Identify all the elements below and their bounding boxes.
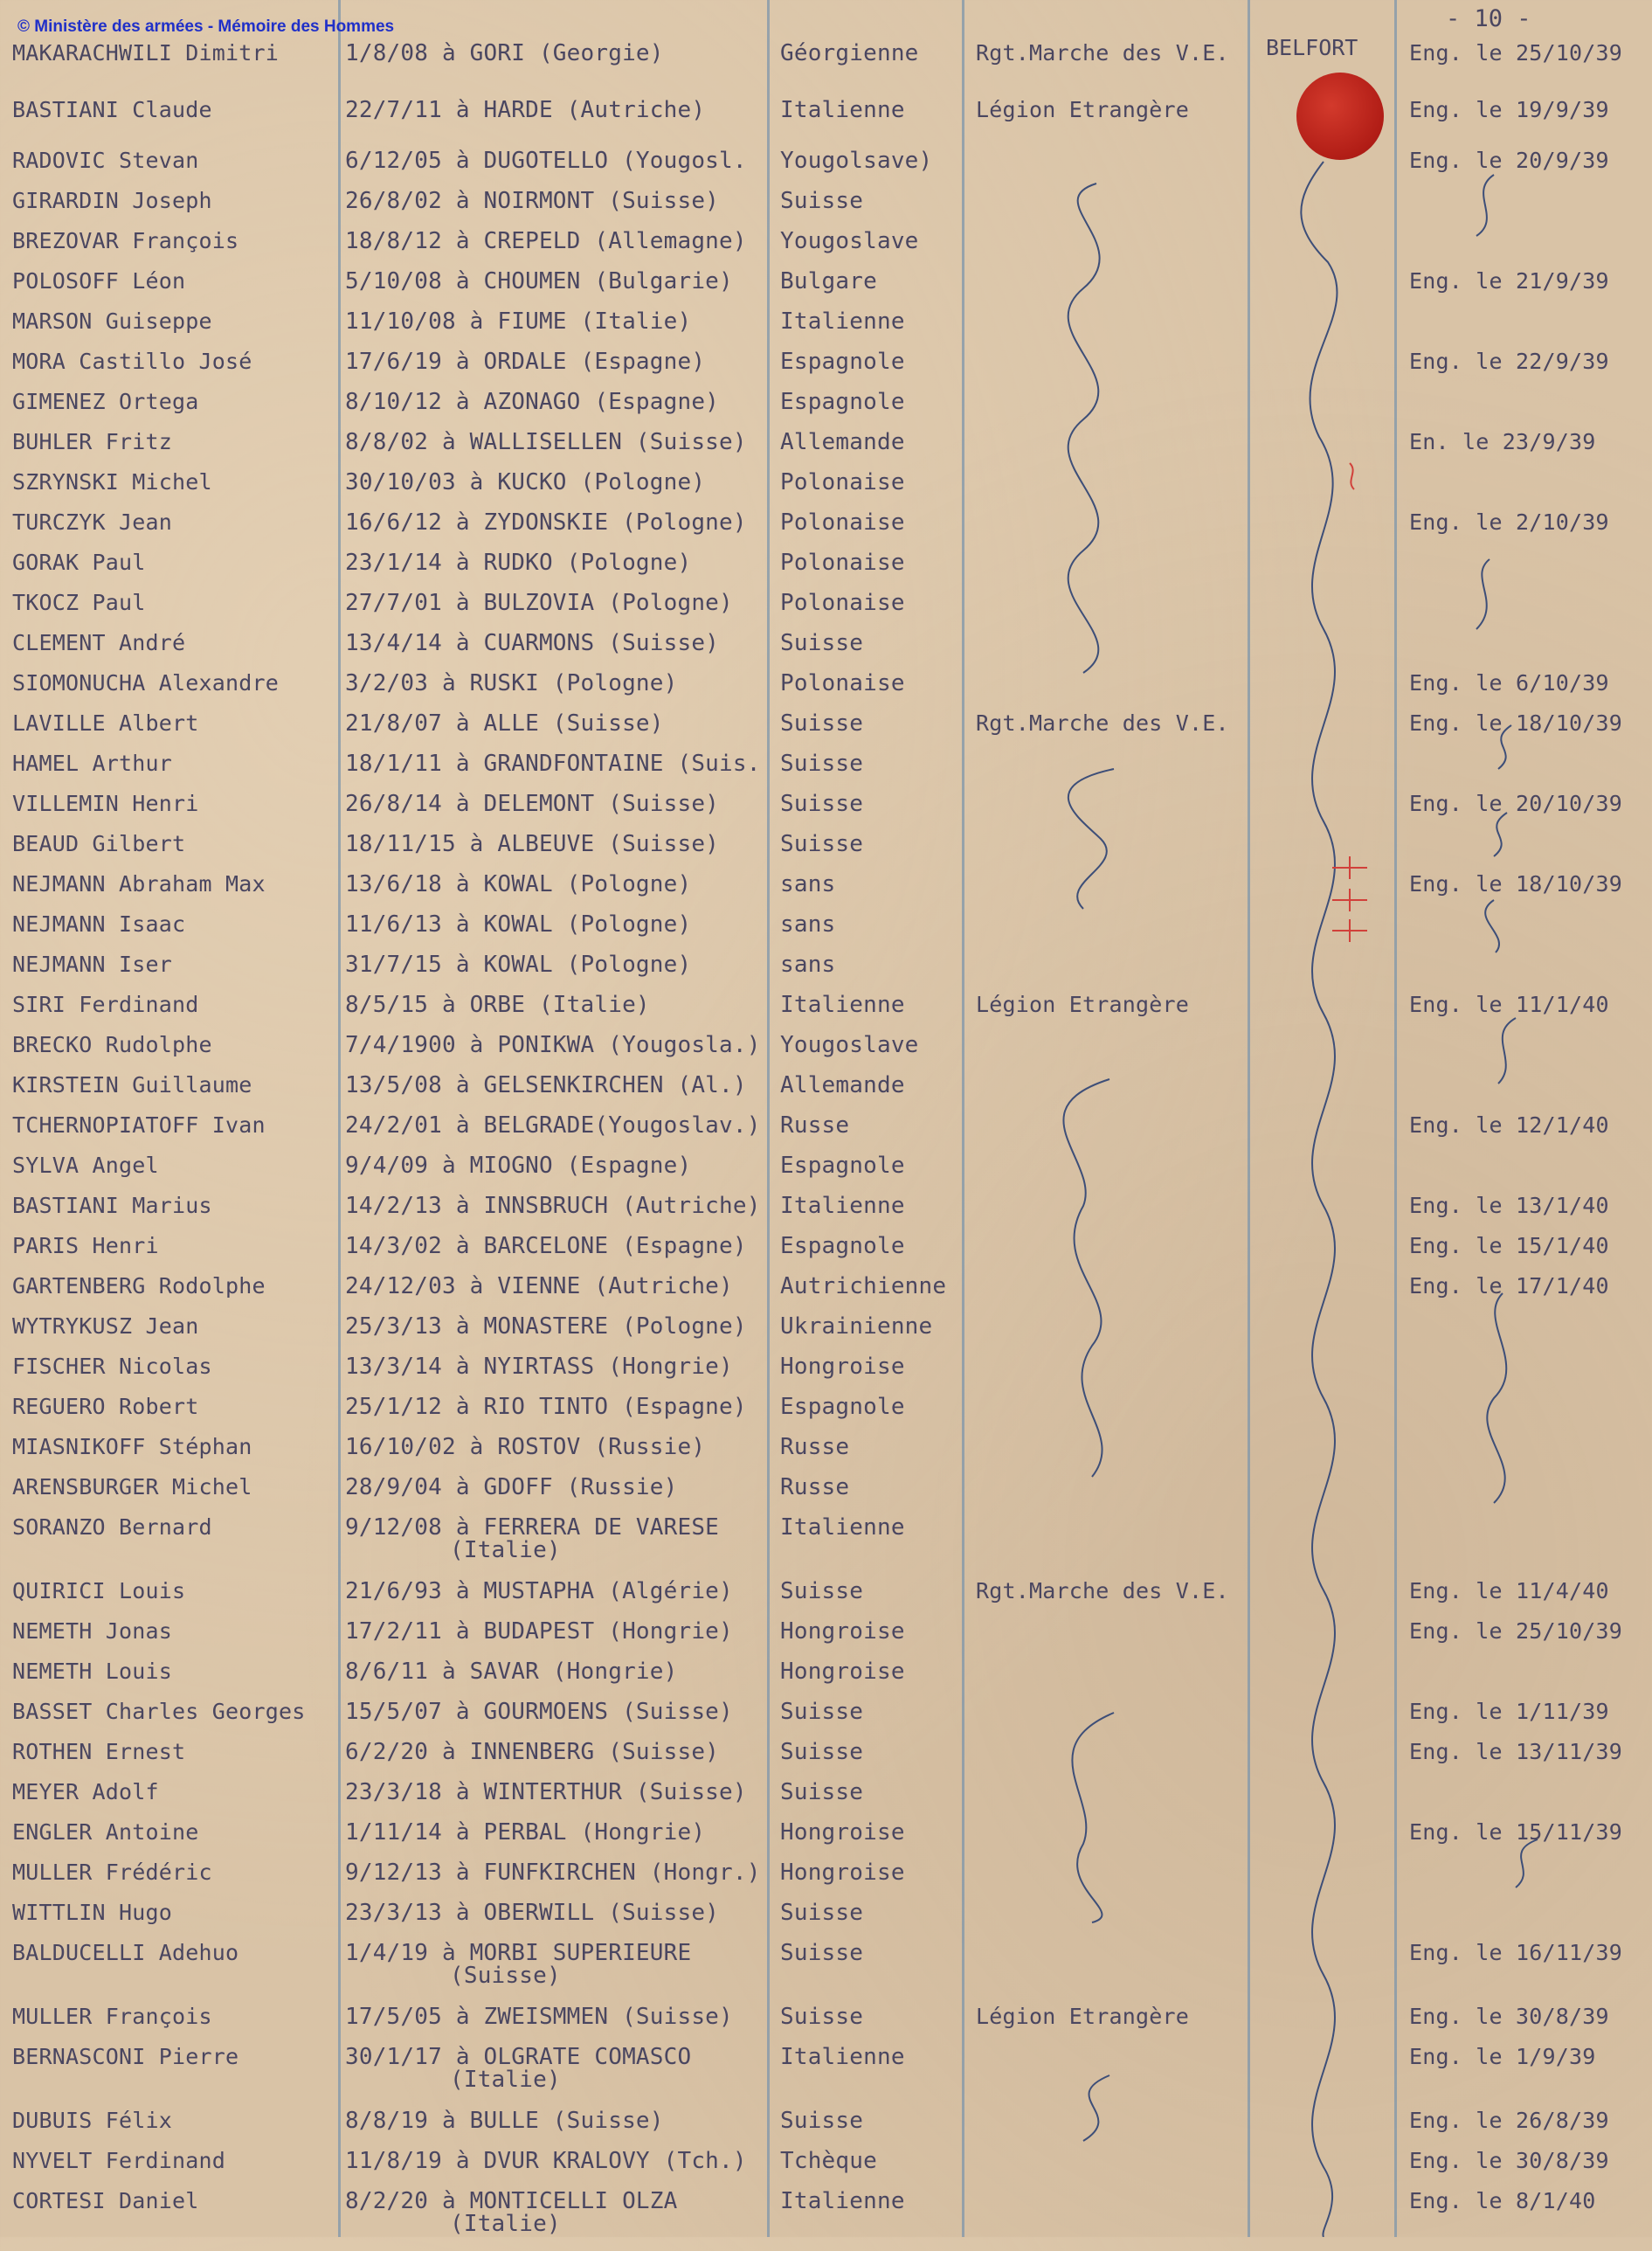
person-name: REGUERO Robert: [12, 1394, 199, 1419]
person-name: BEAUD Gilbert: [12, 831, 186, 856]
birth-info: 27/7/01 à BULZOVIA (Pologne): [345, 590, 733, 616]
person-name: NEJMANN Iser: [12, 952, 173, 977]
person-name: FISCHER Nicolas: [12, 1354, 212, 1379]
nationality: Allemande: [780, 429, 905, 455]
birth-info: 13/4/14 à CUARMONS (Suisse): [345, 630, 720, 656]
birth-info: 28/9/04 à GDOFF (Russie): [345, 1474, 678, 1500]
birth-info: 16/10/02 à ROSTOV (Russie): [345, 1434, 706, 1460]
nationality: Yougolsave): [780, 148, 933, 174]
nationality: Italienne: [780, 1514, 905, 1541]
birth-info: 26/8/02 à NOIRMONT (Suisse): [345, 188, 720, 214]
birth-info: 8/10/12 à AZONAGO (Espagne): [345, 389, 720, 415]
birth-info: 21/6/93 à MUSTAPHA (Algérie): [345, 1578, 733, 1604]
person-name: GORAK Paul: [12, 550, 146, 575]
enlistment-date: Eng. le 6/10/39: [1409, 670, 1609, 696]
birth-info: 6/12/05 à DUGOTELLO (Yougosl.: [345, 148, 747, 174]
birth-info: 13/6/18 à KOWAL (Pologne): [345, 871, 692, 897]
register-row: [0, 1516, 1652, 1577]
birth-info: 15/5/07 à GOURMOENS (Suisse): [345, 1699, 733, 1725]
person-name: PARIS Henri: [12, 1233, 159, 1258]
person-name: RADOVIC Stevan: [12, 148, 199, 173]
nationality: Hongroise: [780, 1659, 905, 1685]
enlistment-date: Eng. le 13/1/40: [1409, 1193, 1609, 1218]
nationality: Suisse: [780, 2004, 864, 2030]
person-name: ROTHEN Ernest: [12, 1739, 186, 1764]
person-name: HAMEL Arthur: [12, 751, 173, 776]
nationality: Hongroise: [780, 1860, 905, 1886]
person-name: MULLER François: [12, 2004, 212, 2029]
birth-info: 5/10/08 à CHOUMEN (Bulgarie): [345, 268, 733, 294]
birth-info: 23/3/13 à OBERWILL (Suisse): [345, 1900, 720, 1926]
birth-info: 31/7/15 à KOWAL (Pologne): [345, 952, 692, 978]
person-name: NYVELT Ferdinand: [12, 2148, 226, 2173]
birth-info: 1/4/19 à MORBI SUPERIEURE (Suisse): [345, 1940, 692, 1989]
unit-header: BELFORT: [1266, 35, 1358, 60]
nationality: Polonaise: [780, 590, 905, 616]
nationality: Bulgare: [780, 268, 877, 294]
nationality: Suisse: [780, 751, 864, 777]
birth-info: 21/8/07 à ALLE (Suisse): [345, 710, 664, 737]
nationality: Italienne: [780, 1193, 905, 1219]
nationality: Italienne: [780, 2188, 905, 2214]
nationality: Suisse: [780, 710, 864, 737]
birth-info: 16/6/12 à ZYDONSKIE (Pologne): [345, 509, 747, 536]
birth-info: 9/12/08 à FERRERA DE VARESE (Italie): [345, 1514, 720, 1563]
archive-watermark: © Ministère des armées - Mémoire des Hommes: [17, 17, 395, 36]
nationality: Espagnole: [780, 349, 905, 375]
enlistment-date: En. le 23/9/39: [1409, 429, 1596, 454]
birth-country-line: (Italie): [450, 2211, 561, 2237]
birth-info: 8/5/15 à ORBE (Italie): [345, 992, 650, 1018]
person-name: BERNASCONI Pierre: [12, 2044, 239, 2069]
nationality: Suisse: [780, 1779, 864, 1805]
birth-info: 11/6/13 à KOWAL (Pologne): [345, 911, 692, 938]
person-name: LAVILLE Albert: [12, 710, 199, 736]
person-name: DUBUIS Félix: [12, 2108, 173, 2133]
enlistment-date: Eng. le 1/11/39: [1409, 1699, 1609, 1724]
birth-country-line: (Suisse): [450, 1963, 561, 1989]
birth-info: 23/3/18 à WINTERTHUR (Suisse): [345, 1779, 747, 1805]
unit-assignment: Légion Etrangère: [976, 2004, 1190, 2029]
unit-assignment: Rgt.Marche des V.E.: [976, 710, 1229, 736]
nationality: Suisse: [780, 1699, 864, 1725]
birth-info: 25/3/13 à MONASTERE (Pologne): [345, 1313, 747, 1340]
enlistment-date: Eng. le 16/11/39: [1409, 1940, 1623, 1965]
enlistment-date: Eng. le 1/9/39: [1409, 2044, 1596, 2069]
enlistment-date: Eng. le 21/9/39: [1409, 268, 1609, 294]
nationality: Suisse: [780, 630, 864, 656]
person-name: SORANZO Bernard: [12, 1514, 212, 1540]
person-name: SZRYNSKI Michel: [12, 469, 212, 495]
enlistment-date: Eng. le 18/10/39: [1409, 871, 1623, 897]
nationality: sans: [780, 911, 836, 938]
birth-info: 26/8/14 à DELEMONT (Suisse): [345, 791, 720, 817]
register-row: [0, 42, 1652, 103]
nationality: Allemande: [780, 1072, 905, 1098]
enlistment-date: Eng. le 11/1/40: [1409, 992, 1609, 1017]
person-name: MULLER Frédéric: [12, 1860, 212, 1885]
person-name: SIOMONUCHA Alexandre: [12, 670, 280, 696]
nationality: Yougoslave: [780, 1032, 919, 1058]
person-name: ARENSBURGER Michel: [12, 1474, 252, 1500]
person-name: NEMETH Jonas: [12, 1618, 173, 1644]
birth-info: 7/4/1900 à PONIKWA (Yougosla.): [345, 1032, 761, 1058]
nationality: Espagnole: [780, 1394, 905, 1420]
enlistment-date: Eng. le 15/1/40: [1409, 1233, 1609, 1258]
nationality: Suisse: [780, 1578, 864, 1604]
enlistment-date: Eng. le 11/4/40: [1409, 1578, 1609, 1603]
nationality: Hongroise: [780, 1618, 905, 1645]
unit-assignment: Rgt.Marche des V.E.: [976, 40, 1229, 66]
person-name: QUIRICI Louis: [12, 1578, 186, 1603]
person-name: CORTESI Daniel: [12, 2188, 199, 2213]
birth-info: 9/4/09 à MIOGNO (Espagne): [345, 1153, 692, 1179]
nationality: Italienne: [780, 308, 905, 335]
person-name: TKOCZ Paul: [12, 590, 146, 615]
nationality: Tchèque: [780, 2148, 877, 2174]
person-name: BREZOVAR François: [12, 228, 239, 253]
nationality: sans: [780, 952, 836, 978]
person-name: MIASNIKOFF Stéphan: [12, 1434, 252, 1459]
birth-info: 23/1/14 à RUDKO (Pologne): [345, 550, 692, 576]
birth-info: 6/2/20 à INNENBERG (Suisse): [345, 1739, 720, 1765]
birth-info: 17/5/05 à ZWEISMMEN (Suisse): [345, 2004, 733, 2030]
person-name: WITTLIN Hugo: [12, 1900, 173, 1925]
birth-info: 8/6/11 à SAVAR (Hongrie): [345, 1659, 678, 1685]
birth-info: 30/10/03 à KUCKO (Pologne): [345, 469, 706, 495]
nationality: Suisse: [780, 791, 864, 817]
nationality: Suisse: [780, 2108, 864, 2134]
birth-info: 25/1/12 à RIO TINTO (Espagne): [345, 1394, 747, 1420]
enlistment-date: Eng. le 13/11/39: [1409, 1739, 1623, 1764]
person-name: SYLVA Angel: [12, 1153, 159, 1178]
enlistment-date: Eng. le 2/10/39: [1409, 509, 1609, 535]
person-name: NEJMANN Isaac: [12, 911, 186, 937]
birth-info: 8/2/20 à MONTICELLI OLZA (Italie): [345, 2188, 678, 2237]
register-row: [0, 2046, 1652, 2107]
birth-country-line: (Italie): [450, 2067, 561, 2093]
page-number: - 10 -: [1446, 5, 1531, 32]
person-name: NEJMANN Abraham Max: [12, 871, 266, 897]
person-name: BALDUCELLI Adehuo: [12, 1940, 239, 1965]
person-name: MORA Castillo José: [12, 349, 252, 374]
person-name: NEMETH Louis: [12, 1659, 173, 1684]
birth-info: 11/8/19 à DVUR KRALOVY (Tch.): [345, 2148, 747, 2174]
birth-info: 18/8/12 à CREPELD (Allemagne): [345, 228, 747, 254]
nationality: Suisse: [780, 1739, 864, 1765]
person-name: GIMENEZ Ortega: [12, 389, 199, 414]
nationality: Espagnole: [780, 389, 905, 415]
person-name: CLEMENT André: [12, 630, 186, 655]
enlistment-date: Eng. le 8/1/40: [1409, 2188, 1596, 2213]
person-name: WYTRYKUSZ Jean: [12, 1313, 199, 1339]
person-name: GIRARDIN Joseph: [12, 188, 212, 213]
nationality: Russe: [780, 1474, 850, 1500]
person-name: GARTENBERG Rodolphe: [12, 1273, 266, 1299]
person-name: TURCZYK Jean: [12, 509, 173, 535]
nationality: Hongroise: [780, 1819, 905, 1846]
nationality: Italienne: [780, 97, 905, 123]
unit-assignment: Légion Etrangère: [976, 992, 1190, 1017]
person-name: KIRSTEIN Guillaume: [12, 1072, 252, 1098]
enlistment-date: Eng. le 25/10/39: [1409, 1618, 1623, 1644]
person-name: SIRI Ferdinand: [12, 992, 199, 1017]
nationality: Suisse: [780, 831, 864, 857]
person-name: MARSON Guiseppe: [12, 308, 212, 334]
register-row: [0, 2190, 1652, 2251]
nationality: Russe: [780, 1434, 850, 1460]
nationality: Yougoslave: [780, 228, 919, 254]
enlistment-date: Eng. le 18/10/39: [1409, 710, 1623, 736]
nationality: sans: [780, 871, 836, 897]
enlistment-date: Eng. le 22/9/39: [1409, 349, 1609, 374]
person-name: BUHLER Fritz: [12, 429, 173, 454]
person-name: BASSET Charles Georges: [12, 1699, 306, 1724]
enlistment-date: Eng. le 15/11/39: [1409, 1819, 1623, 1845]
person-name: TCHERNOPIATOFF Ivan: [12, 1112, 266, 1138]
birth-info: 11/10/08 à FIUME (Italie): [345, 308, 692, 335]
nationality: Italienne: [780, 992, 905, 1018]
birth-country-line: (Italie): [450, 1537, 561, 1563]
birth-info: 8/8/02 à WALLISELLEN (Suisse): [345, 429, 747, 455]
unit-assignment: Rgt.Marche des V.E.: [976, 1578, 1229, 1603]
nationality: Espagnole: [780, 1233, 905, 1259]
birth-info: 17/6/19 à ORDALE (Espagne): [345, 349, 706, 375]
enlistment-date: Eng. le 20/9/39: [1409, 148, 1609, 173]
enlistment-date: Eng. le 26/8/39: [1409, 2108, 1609, 2133]
birth-info: 18/1/11 à GRANDFONTAINE (Suis.: [345, 751, 761, 777]
birth-info: 17/2/11 à BUDAPEST (Hongrie): [345, 1618, 733, 1645]
enlistment-date: Eng. le 30/8/39: [1409, 2004, 1609, 2029]
enlistment-date: Eng. le 12/1/40: [1409, 1112, 1609, 1138]
birth-info: 24/2/01 à BELGRADE(Yougoslav.): [345, 1112, 761, 1139]
person-name: BASTIANI Claude: [12, 97, 212, 122]
unit-assignment: Légion Etrangère: [976, 97, 1190, 122]
birth-info: 8/8/19 à BULLE (Suisse): [345, 2108, 664, 2134]
nationality: Suisse: [780, 1900, 864, 1926]
birth-info: 18/11/15 à ALBEUVE (Suisse): [345, 831, 720, 857]
birth-info: 13/3/14 à NYIRTASS (Hongrie): [345, 1354, 733, 1380]
birth-info: 24/12/03 à VIENNE (Autriche): [345, 1273, 733, 1299]
person-name: BASTIANI Marius: [12, 1193, 212, 1218]
nationality: Suisse: [780, 1940, 864, 1966]
person-name: MEYER Adolf: [12, 1779, 159, 1804]
person-name: VILLEMIN Henri: [12, 791, 199, 816]
birth-info: 22/7/11 à HARDE (Autriche): [345, 97, 706, 123]
nationality: Autrichienne: [780, 1273, 947, 1299]
nationality: Polonaise: [780, 469, 905, 495]
enlistment-date: Eng. le 30/8/39: [1409, 2148, 1609, 2173]
birth-info: 3/2/03 à RUSKI (Pologne): [345, 670, 678, 696]
nationality: Hongroise: [780, 1354, 905, 1380]
nationality: Polonaise: [780, 550, 905, 576]
nationality: Espagnole: [780, 1153, 905, 1179]
birth-info: 14/3/02 à BARCELONE (Espagne): [345, 1233, 747, 1259]
person-name: MAKARACHWILI Dimitri: [12, 40, 280, 66]
enlistment-date: Eng. le 17/1/40: [1409, 1273, 1609, 1299]
person-name: POLOSOFF Léon: [12, 268, 186, 294]
nationality: Polonaise: [780, 670, 905, 696]
birth-info: 13/5/08 à GELSENKIRCHEN (Al.): [345, 1072, 747, 1098]
enlistment-date: Eng. le 25/10/39: [1409, 40, 1623, 66]
person-name: BRECKO Rudolphe: [12, 1032, 212, 1057]
nationality: Russe: [780, 1112, 850, 1139]
nationality: Ukrainienne: [780, 1313, 933, 1340]
person-name: ENGLER Antoine: [12, 1819, 199, 1845]
birth-info: 14/2/13 à INNSBRUCH (Autriche): [345, 1193, 761, 1219]
birth-info: 9/12/13 à FUNFKIRCHEN (Hongr.): [345, 1860, 761, 1886]
nationality: Polonaise: [780, 509, 905, 536]
nationality: Suisse: [780, 188, 864, 214]
birth-info: 1/8/08 à GORI (Georgie): [345, 40, 664, 66]
enlistment-date: Eng. le 19/9/39: [1409, 97, 1609, 122]
enlistment-date: Eng. le 20/10/39: [1409, 791, 1623, 816]
nationality: Italienne: [780, 2044, 905, 2070]
register-row: [0, 1942, 1652, 2003]
birth-info: 30/1/17 à OLGRATE COMASCO (Italie): [345, 2044, 692, 2093]
birth-info: 1/11/14 à PERBAL (Hongrie): [345, 1819, 706, 1846]
nationality: Géorgienne: [780, 40, 919, 66]
